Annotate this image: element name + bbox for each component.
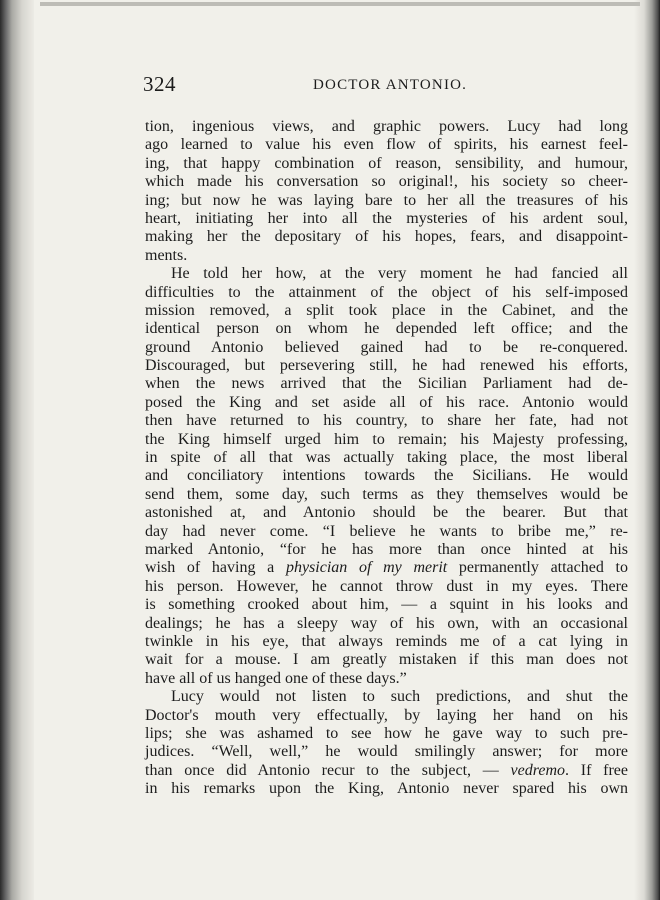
text-line: tion, ingenious views, and graphic powers. Lucy had long bbox=[145, 118, 628, 135]
text-line: ago learned to value his even flow of spirits, his earnest feel- bbox=[145, 136, 628, 154]
text-line: his person. However, he cannot throw dust in my eyes. There bbox=[145, 577, 628, 595]
text-line: dealings; he has a sleepy way of his own, with an occasional bbox=[145, 614, 628, 632]
text-line: mission removed, a split took place in the Cabinet, and the bbox=[145, 301, 628, 319]
text-line: lips; she was ashamed to see how he gave way to such pre- bbox=[145, 724, 628, 742]
text-line: day had never come. “I believe he wants to bribe me,” re- bbox=[145, 522, 628, 540]
text-line: judices. “Well, well,” he would smilingly answer; for more bbox=[145, 743, 628, 761]
text-line: making her the depositary of his hopes, fears, and disappoint- bbox=[145, 228, 628, 246]
top-edge-rule bbox=[40, 2, 640, 6]
text-line: Discouraged, but persevering still, he had renewed his efforts, bbox=[145, 357, 628, 375]
text-line: which made his conversation so original!, his society so cheer- bbox=[145, 173, 628, 191]
text-line: Doctor's mouth very effectually, by laying her hand on his bbox=[145, 706, 628, 724]
text-line: ing; but now he was laying bare to her all the treasures of his bbox=[145, 191, 628, 209]
text-line: ground Antonio believed gained had to be re-conquered. bbox=[145, 338, 628, 356]
text-line: when the news arrived that the Sicilian Parliament had de- bbox=[145, 375, 628, 393]
italic-phrase: vedremo bbox=[510, 761, 566, 779]
page-header bbox=[143, 72, 628, 102]
text-line: identical person on whom he depended left office; and the bbox=[145, 320, 628, 338]
text-line: wait for a mouse. I am greatly mistaken if this man does not bbox=[145, 651, 628, 669]
text-line: than once did Antonio recur to the subject, — vedremo. If free bbox=[145, 761, 628, 779]
text-line: ing, that happy combination of reason, sensibility, and humour, bbox=[145, 154, 628, 172]
text-line: posed the King and set aside all of his race. Antonio would bbox=[145, 393, 628, 411]
page-number: 324 bbox=[143, 72, 176, 96]
text-line: Lucy would not listen to such predictions, and shut the bbox=[171, 688, 628, 706]
text-line: then have returned to his country, to share her fate, had not bbox=[145, 412, 628, 430]
book-gutter-shadow bbox=[0, 0, 34, 900]
text-line: have all of us hanged one of these days.” bbox=[145, 669, 407, 687]
text-line: He told her how, at the very moment he had fancied all bbox=[171, 265, 628, 283]
text-line: in spite of all that was actually taking place, the most liberal bbox=[145, 449, 628, 467]
running-title: DOCTOR ANTONIO. bbox=[313, 77, 468, 93]
text-line: send them, some day, such terms as they themselves would be bbox=[145, 485, 628, 503]
text-line: ments. bbox=[145, 246, 188, 264]
text-line: the King himself urged him to remain; his Majesty professing, bbox=[145, 430, 628, 448]
text-line: wish of having a physician of my merit permanently attached to bbox=[145, 559, 628, 577]
italic-phrase: physician of my merit bbox=[285, 559, 448, 577]
text-line: astonished at, and Antonio should be the bearer. But that bbox=[145, 504, 628, 522]
text-line: twinkle in his eye, that always reminds me of a cat lying in bbox=[145, 632, 628, 650]
text-line: heart, initiating her into all the mysteries of his ardent soul, bbox=[145, 209, 628, 227]
text-line: is something crooked about him, — a squint in his looks and bbox=[145, 596, 628, 614]
text-line: and conciliatory intentions towards the Sicilians. He would bbox=[145, 467, 628, 485]
page-edge-shadow bbox=[634, 0, 660, 900]
text-line: marked Antonio, “for he has more than once hinted at his bbox=[145, 540, 628, 558]
text-line: in his remarks upon the King, Antonio never spared his own bbox=[145, 780, 628, 798]
text-line: difficulties to the attainment of the object of his self-imposed bbox=[145, 283, 628, 301]
body-text bbox=[145, 118, 628, 798]
